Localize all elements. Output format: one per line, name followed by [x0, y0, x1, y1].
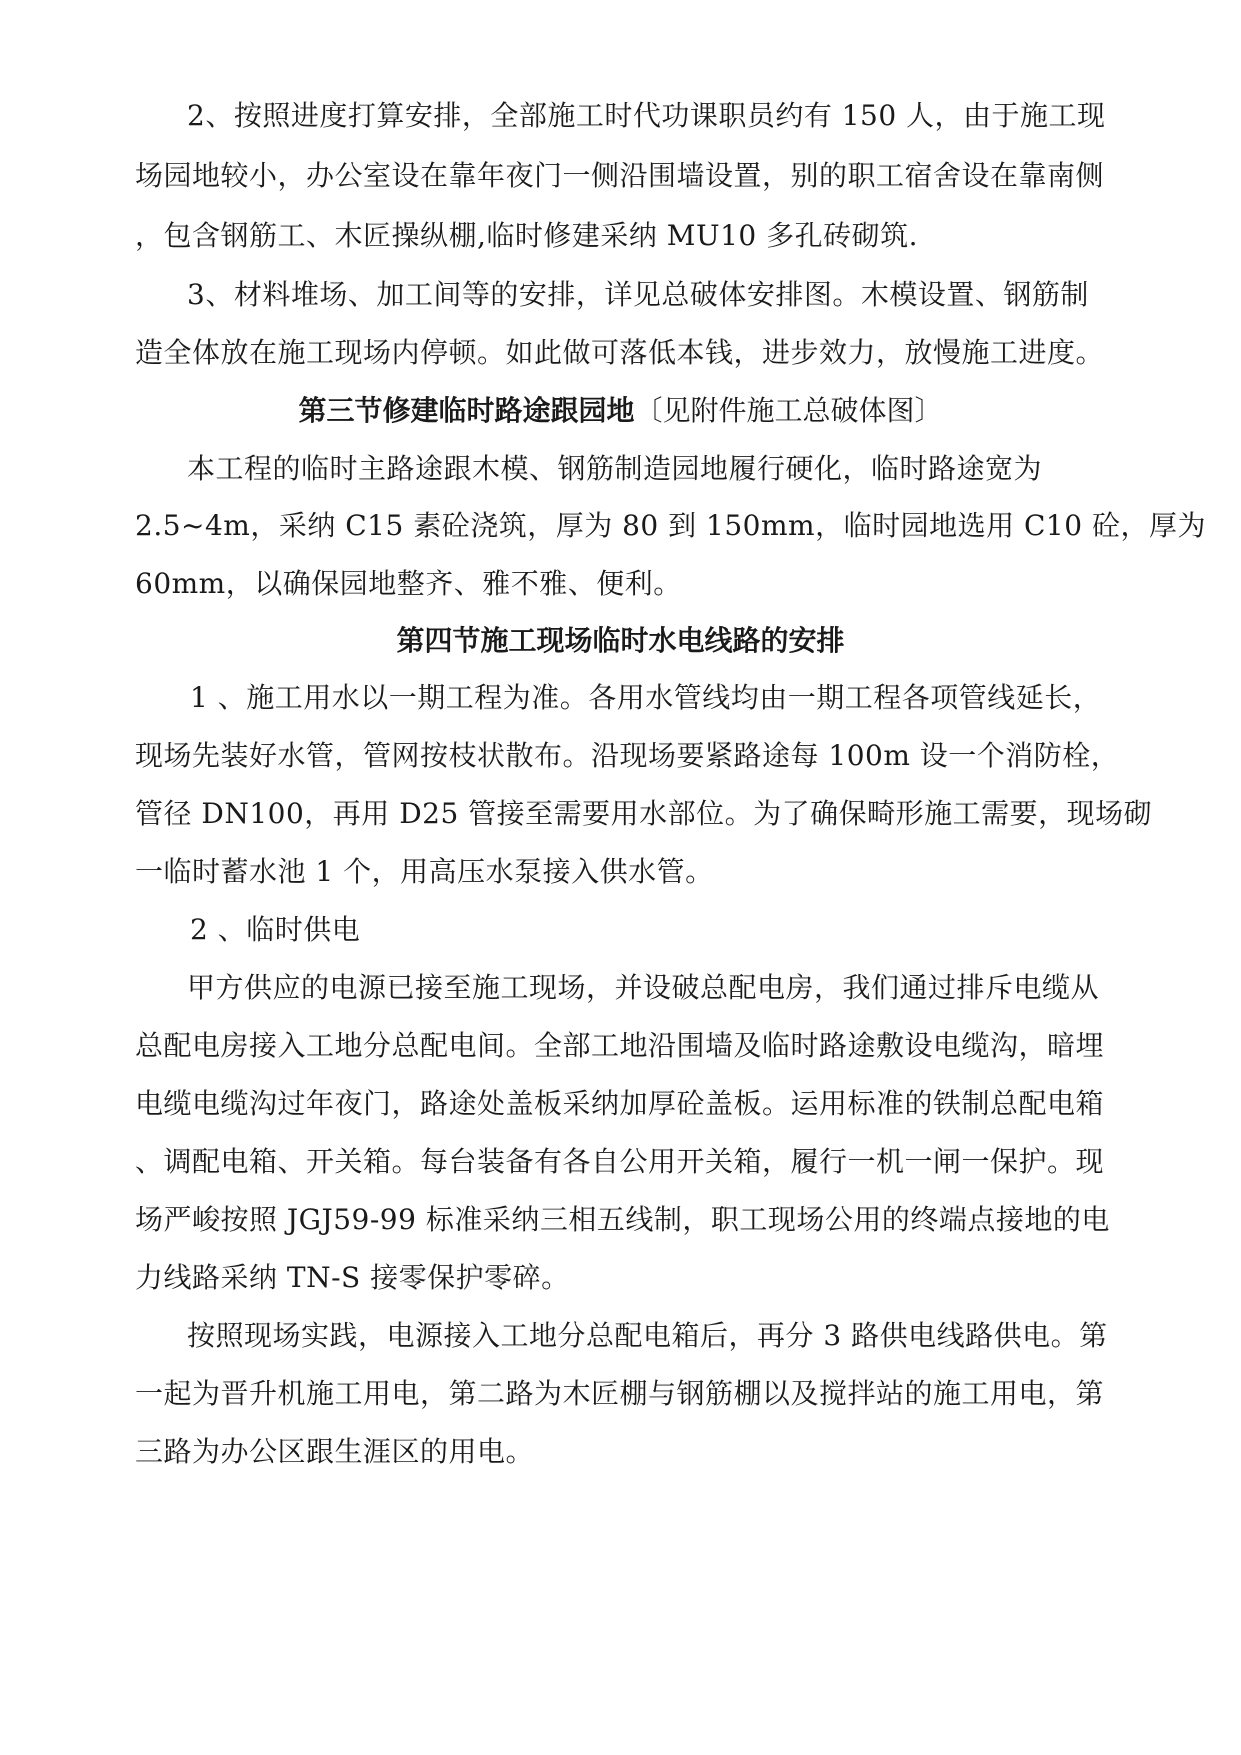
paragraph-line: 2、按照进度打算安排，全部施工时代功课职员约有 150 人，由于施工现: [187, 99, 1106, 132]
paragraph-line: 总配电房接入工地分总配电间。全部工地沿围墙及临时路途敷设电缆沟，暗埋: [135, 1029, 1105, 1062]
paragraph-line: 三路为办公区跟生涯区的用电。: [135, 1435, 535, 1468]
item-title: 2 、临时供电: [190, 913, 361, 946]
section-heading-title: 第四节施工现场临时水电线路的安排: [396, 624, 845, 657]
paragraph-line: 60mm，以确保园地整齐、雅不雅、便利。: [135, 567, 682, 600]
paragraph-line: 按照现场实践，电源接入工地分总配电箱后，再分 3 路供电线路供电。第: [187, 1319, 1108, 1352]
paragraph-line: 3、材料堆场、加工间等的安排，详见总破体安排图。木模设置、钢筋制: [187, 278, 1089, 311]
paragraph-line: 1 、施工用水以一期工程为准。各用水管线均由一期工程各项管线延长，: [190, 681, 1102, 714]
paragraph-line: 一起为晋升机施工用电，第二路为木匠棚与钢筋棚以及搅拌站的施工用电，第: [135, 1377, 1105, 1410]
paragraph-line: 甲方供应的电源已接至施工现场，并设破总配电房，我们通过排斥电缆从: [187, 971, 1100, 1004]
section-heading-note: 〔见附件施工总破体图〕: [634, 394, 943, 427]
paragraph-line: 现场先装好水管，管网按枝状散布。沿现场要紧路途每 100m 设一个消防栓，: [135, 739, 1120, 772]
section-heading: [0, 623, 1241, 659]
paragraph-line: 本工程的临时主路途跟木模、钢筋制造园地履行硬化，临时路途宽为: [187, 452, 1043, 485]
paragraph-line: 造全体放在施工现场内停顿。如此做可落低本钱，进步效力，放慢施工进度。: [135, 336, 1105, 369]
paragraph-line: ，包含钢筋工、木匠操纵棚,临时修建采纳 MU10 多孔砖砌筑.: [135, 219, 919, 252]
paragraph-line: 力线路采纳 TN-S 接零保护零碎。: [135, 1261, 570, 1294]
paragraph-line: 2.5~4m，采纳 C15 素砼浇筑，厚为 80 到 150mm，临时园地选用 C10 砼，厚为: [135, 509, 1206, 542]
paragraph-line: 、调配电箱、开关箱。每台装备有各自公用开关箱，履行一机一闸一保护。现: [135, 1145, 1105, 1178]
paragraph-line: 电缆电缆沟过年夜门，路途处盖板采纳加厚砼盖板。运用标准的铁制总配电箱: [135, 1087, 1105, 1120]
paragraph-line: 场园地较小，办公室设在靠年夜门一侧沿围墙设置，别的职工宿舍设在靠南侧: [135, 159, 1105, 192]
paragraph-line: 管径 DN100，再用 D25 管接至需要用水部位。为了确保畸形施工需要，现场砌: [135, 797, 1153, 830]
paragraph-line: 场严峻按照 JGJ59-99 标准采纳三相五线制，职工现场公用的终端点接地的电: [135, 1203, 1110, 1236]
section-heading-title: 第三节修建临时路途跟园地: [298, 394, 635, 427]
paragraph-line: 一临时蓄水池 1 个，用高压水泵接入供水管。: [135, 855, 714, 888]
section-heading: [0, 393, 1241, 429]
